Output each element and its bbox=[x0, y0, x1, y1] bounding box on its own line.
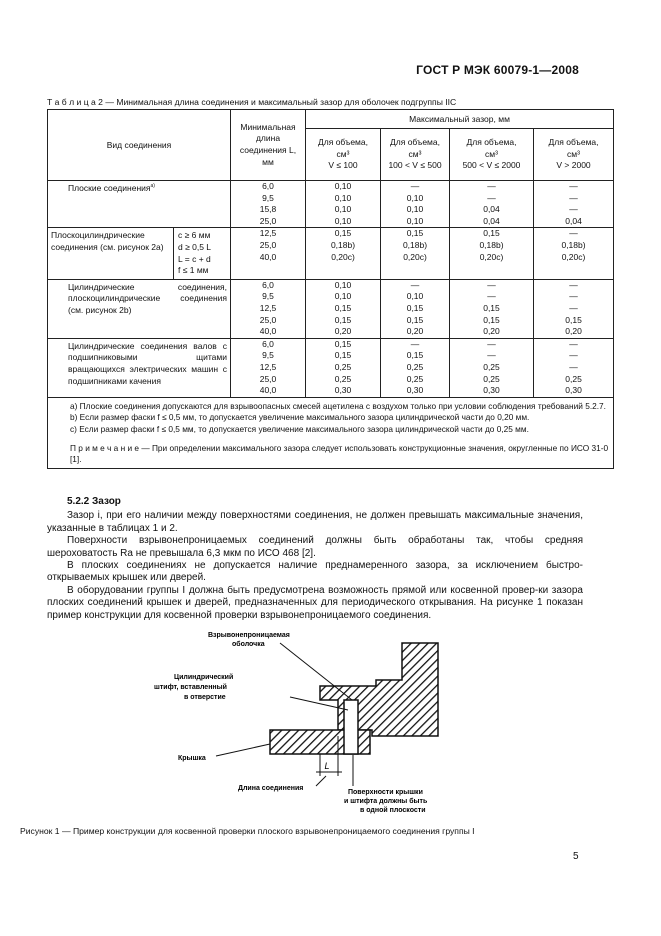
table-caption: Т а б л и ц а 2 — Минимальная длина соединения и максимальный зазор для оболочек подгруппы IIC bbox=[47, 97, 457, 107]
col-header-max-gap: Максимальный зазор, мм bbox=[306, 110, 614, 129]
cell-gap: 0,15 0,18b) 0,20c) bbox=[381, 228, 450, 279]
cell-gap: — — — 0,04 bbox=[534, 181, 614, 228]
leader-line bbox=[216, 744, 270, 756]
cell-gap: — — 0,25 0,25 0,30 bbox=[450, 338, 534, 397]
label-enclosure: Взрывонепроницаемая bbox=[208, 632, 290, 639]
footnote-b: b) Если размер фаски f ≤ 0,5 мм, то допускается увеличение максимального зазора цилиндрической части до 0,20 мм. bbox=[70, 412, 530, 423]
footnote-c: c) Если размер фаски f ≤ 0,5 мм, то допускается увеличение максимального зазора цилиндрической части до 0,25 мм. bbox=[70, 423, 529, 434]
enclosure-body bbox=[320, 643, 438, 736]
col-header-v100: Для объема, см³ V ≤ 100 bbox=[306, 129, 381, 181]
cell-gap: 0,10 0,10 0,15 0,15 0,20 bbox=[306, 279, 381, 338]
cell-gap: 0,15 0,18b) 0,20c) bbox=[450, 228, 534, 279]
cell-gap: — 0,10 0,10 0,10 bbox=[381, 181, 450, 228]
section-title: 5.2.2 Зазор bbox=[67, 496, 121, 507]
page-number: 5 bbox=[573, 851, 579, 862]
table-note: П р и м е ч а н и е — При определении максимального зазора следует использовать конструкционные значения, округленные по ИСО 31-0 [1]. bbox=[70, 442, 609, 465]
cell-gap: 0,15 0,15 0,25 0,25 0,30 bbox=[306, 338, 381, 397]
cell-gap: 0,15 0,18b) 0,20c) bbox=[306, 228, 381, 279]
col-header-v2000: Для объема, см³ 500 < V ≤ 2000 bbox=[450, 129, 534, 181]
paragraph: В оборудовании группы I должна быть предусмотрена возможность прямой или косвенной провер-ки зазора плоских соединений крышек и дверей, предназначенных для периодического открывания. На рисунке 1 показан пример конструкции для косвенной проверки взрывонепроницаемого соединения. bbox=[47, 584, 583, 621]
label-surface: и штифта должны быть bbox=[344, 798, 428, 805]
cell-gap: — — 0,04 0,04 bbox=[450, 181, 534, 228]
cell-gap: — — — 0,25 0,30 bbox=[534, 338, 614, 397]
row-name: Цилиндрические соединения валов с подшипниковыми щитами вращающихся электрических машин с подшипниками качения bbox=[48, 338, 231, 397]
row-name: Цилиндрические соединения, плоскоцилиндрические соединения (см. рисунок 2b) bbox=[48, 279, 231, 338]
cell-gap: — 0,15 0,25 0,25 0,30 bbox=[381, 338, 450, 397]
table-footnotes bbox=[48, 397, 614, 468]
table-row bbox=[48, 279, 614, 338]
cell-gap: — — 0,15 0,15 0,20 bbox=[450, 279, 534, 338]
label-surface: Поверхности крышки bbox=[348, 789, 423, 796]
label-L: L bbox=[324, 761, 330, 771]
cell-length: 6,0 9,5 15,8 25,0 bbox=[231, 181, 306, 228]
row-name: Плоскоцилиндрические соединения (см. рисунок 2а) bbox=[48, 228, 174, 279]
gap-table bbox=[47, 109, 614, 469]
label-cover: Крышка bbox=[178, 755, 206, 762]
table-row bbox=[48, 181, 614, 228]
cell-gap: — — — 0,15 0,20 bbox=[534, 279, 614, 338]
paragraph: Зазор i, при его наличии между поверхностями соединения, не должен превышать максимальные значения, указанные в таблицах 1 и 2. bbox=[47, 510, 583, 534]
cell-gap: 0,10 0,10 0,10 0,10 bbox=[306, 181, 381, 228]
leader-line bbox=[316, 776, 326, 786]
cell-length: 6,0 9,5 12,5 25,0 40,0 bbox=[231, 279, 306, 338]
table-row bbox=[48, 338, 614, 397]
label-pin: Цилиндрический bbox=[174, 674, 234, 681]
document-header: ГОСТ Р МЭК 60079-1—2008 bbox=[416, 63, 579, 77]
row-name: Плоские соединения$^{a)}$ bbox=[48, 181, 231, 228]
label-enclosure: оболочка bbox=[232, 641, 265, 648]
cell-gap: — 0,18b) 0,20c) bbox=[534, 228, 614, 279]
label-surface: в одной плоскости bbox=[360, 807, 426, 814]
section-5-2-2 bbox=[47, 496, 583, 622]
table-row bbox=[48, 228, 614, 279]
col-header-v500: Для объема, см³ 100 < V ≤ 500 bbox=[381, 129, 450, 181]
leader-line bbox=[280, 643, 352, 700]
figure-caption: Рисунок 1 — Пример конструкции для косвенной проверки плоского взрывонепроницаемого соединения группы I bbox=[20, 826, 475, 836]
cell-length: 12,5 25,0 40,0 bbox=[231, 228, 306, 279]
paragraph: В плоских соединениях не допускается наличие преднамеренного зазора, за исключением быстро-открываемых крышек или дверей. bbox=[47, 560, 583, 584]
paragraph: Поверхности взрывонепроницаемых соединений должны быть обработаны так, чтобы средняя шероховатость Ra не превышала 6,3 мкм по ИСО 468 [2]. bbox=[47, 535, 583, 559]
label-pin: в отверстие bbox=[184, 694, 226, 701]
cell-gap: — 0,10 0,15 0,15 0,20 bbox=[381, 279, 450, 338]
col-header-min-length: Минимальная длина соединения L, мм bbox=[231, 110, 306, 181]
figure-1-drawing bbox=[120, 628, 480, 818]
label-length: Длина соединения bbox=[238, 785, 304, 792]
col-header-joint-type: Вид соединения bbox=[48, 110, 231, 181]
row-conditions: c ≥ 6 мм d ≥ 0,5 L L = c + d f ≤ 1 мм bbox=[174, 228, 231, 279]
col-header-vmax: Для объема, см³ V > 2000 bbox=[534, 129, 614, 181]
footnote-a: a) Плоские соединения допускаются для взрывоопасных смесей ацетилена с воздухом только при условии соблюдения требований 5.2.7. bbox=[70, 400, 606, 411]
pin-shape bbox=[344, 700, 358, 754]
label-pin: штифт, вставленный bbox=[154, 684, 227, 691]
cell-length: 6,0 9,5 12,5 25,0 40,0 bbox=[231, 338, 306, 397]
